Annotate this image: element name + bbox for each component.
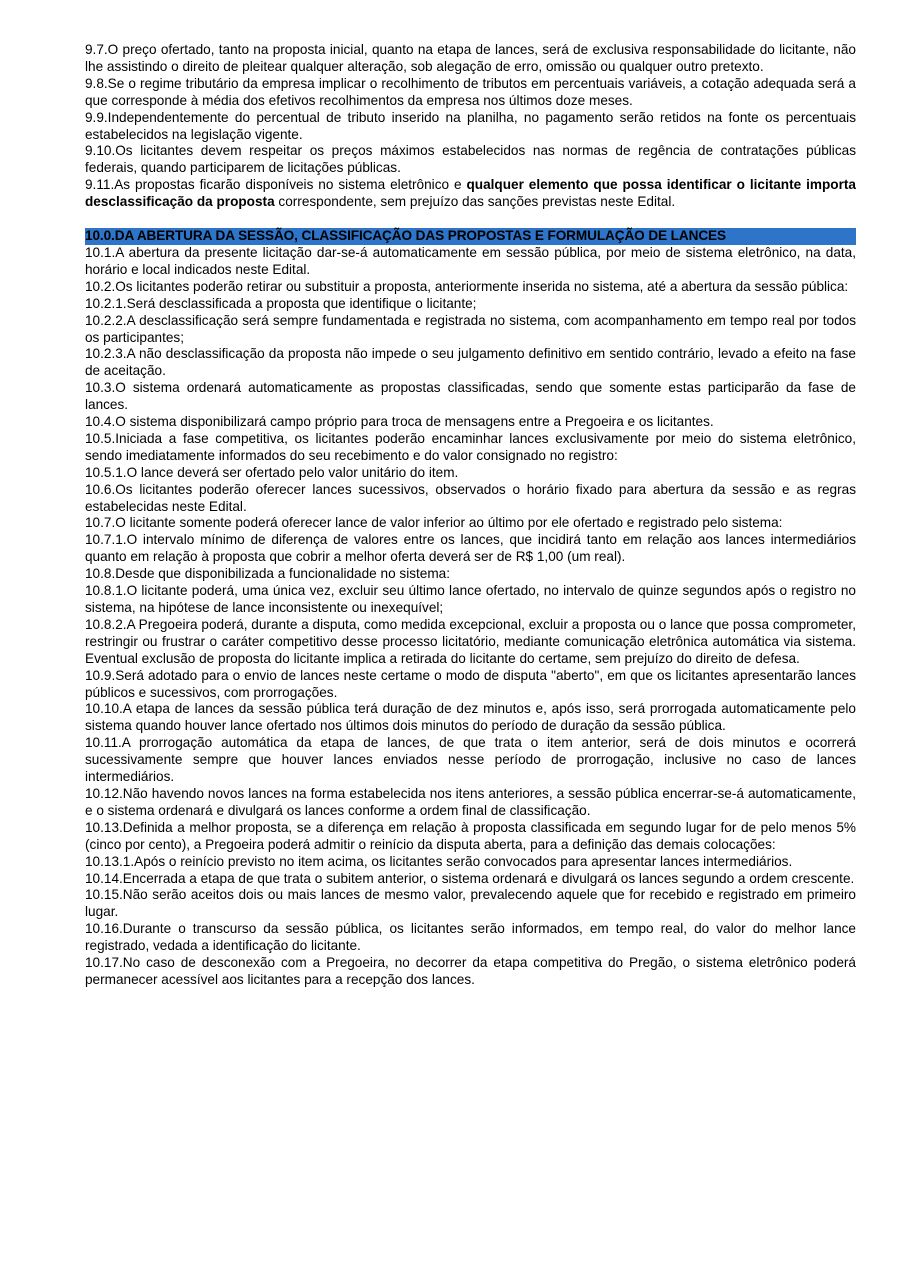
paragraph-10-7: 10.7.O licitante somente poderá oferecer lance de valor inferior ao último por ele ofertado e registrado pelo sistema: [85,515,783,531]
paragraph-10-13: 10.13.Definida a melhor proposta, se a diferença em relação à proposta classificada em segundo lugar for de pelo menos 5% (cinco por cento), a Pregoeira poderá admitir o reinício da disputa aberta, para a definição das demais colocações: [85,819,856,852]
paragraph-10-12: 10.12.Não havendo novos lances na forma estabelecida nos itens anteriores, a sessão pública encerrar-se-á automaticamente, e o sistema ordenará e divulgará os lances conforme a ordem final de classificação. [85,785,856,818]
paragraph-10-5: 10.5.Iniciada a fase competitiva, os licitantes poderão encaminhar lances exclusivamente por meio do sistema eletrônico, sendo imediatamente informados do seu recebimento e do valor consignado no registro: [85,430,856,463]
paragraph-10-10: 10.10.A etapa de lances da sessão pública terá duração de dez minutos e, após isso, será prorrogada automaticamente pelo sistema quando houver lance ofertado nos últimos dois minutos do período de duração da sessão pública. [85,701,856,734]
paragraph-10-2-3: 10.2.3.A não desclassificação da proposta não impede o seu julgamento definitivo em sentido contrário, levado a efeito na fase de aceitação. [85,346,856,379]
paragraph-10-11: 10.11.A prorrogação automática da etapa de lances, de que trata o item anterior, será de dois minutos e ocorrerá sucessivamente sempre que houver lances enviados nesse período de prorrogação, inclusive no caso de lances intermediários. [85,735,856,785]
section-spacer [85,211,856,228]
document-page [85,42,856,989]
paragraph-10-2-1: 10.2.1.Será desclassificada a proposta que identifique o licitante; [85,295,477,311]
paragraph-9-11-start: 9.11.As propostas ficarão disponíveis no sistema eletrônico e [85,177,467,193]
paragraph-9-10: 9.10.Os licitantes devem respeitar os preços máximos estabelecidos nas normas de regência de contratações públicas federais, quando participarem de licitações públicas. [85,143,856,176]
paragraph-9-7: 9.7.O preço ofertado, tanto na proposta inicial, quanto na etapa de lances, será de exclusiva responsabilidade do licitante, não lhe assistindo o direito de pleitear qualquer alteração, sob alegação de erro, omissão ou qualquer outro pretexto. [85,42,856,74]
paragraph-10-7-1: 10.7.1.O intervalo mínimo de diferença de valores entre os lances, que incidirá tanto em relação aos lances intermediários quanto em relação à proposta que cobrir a melhor oferta deverá ser de R$ 1,00 (um real). [85,532,856,565]
paragraph-9-8: 9.8.Se o regime tributário da empresa implicar o recolhimento de tributos em percentuais variáveis, a cotação adequada será a que corresponde à média dos efetivos recolhimentos da empresa nos últimos doze meses. [85,75,856,108]
paragraph-10-13-1: 10.13.1.Após o reinício previsto no item acima, os licitantes serão convocados para apresentar lances intermediários. [85,853,793,869]
paragraph-10-2-2: 10.2.2.A desclassificação será sempre fundamentada e registrada no sistema, com acompanhamento em tempo real por todos os participantes; [85,312,856,345]
paragraph-10-9: 10.9.Será adotado para o envio de lances neste certame o modo de disputa "aberto", em que os licitantes apresentarão lances públicos e sucessivos, com prorrogações. [85,667,856,700]
paragraph-10-15: 10.15.Não serão aceitos dois ou mais lances de mesmo valor, prevalecendo aquele que for recebido e registrado em primeiro lugar. [85,887,856,920]
paragraph-10-2: 10.2.Os licitantes poderão retirar ou substituir a proposta, anteriormente inserida no sistema, até a abertura da sessão pública: [85,278,849,294]
paragraph-10-16: 10.16.Durante o transcurso da sessão pública, os licitantes serão informados, em tempo real, do valor do melhor lance registrado, vedada a identificação do licitante. [85,921,856,954]
paragraph-9-11 [85,177,856,211]
paragraph-10-4: 10.4.O sistema disponibilizará campo próprio para troca de mensagens entre a Pregoeira e os licitantes. [85,414,714,430]
paragraph-10-5-1: 10.5.1.O lance deverá ser ofertado pelo valor unitário do item. [85,464,459,480]
paragraph-10-1: 10.1.A abertura da presente licitação dar-se-á automaticamente em sessão pública, por meio de sistema eletrônico, na data, horário e local indicados neste Edital. [85,244,856,277]
paragraph-9-11-end: correspondente, sem prejuízo das sanções previstas neste Edital. [274,194,676,210]
paragraph-9-11-emphasis: qualquer elemento que possa identificar o licitante importa desclassificação da proposta [85,177,856,210]
paragraph-9-9: 9.9.Independentemente do percentual de tributo inserido na planilha, no pagamento serão retidos na fonte os percentuais estabelecidos na legislação vigente. [85,109,856,142]
section-10-heading: 10.0.DA ABERTURA DA SESSÃO, CLASSIFICAÇÃO DAS PROPOSTAS E FORMULAÇÃO DE LANCES [85,228,856,245]
paragraph-10-8-1: 10.8.1.O licitante poderá, uma única vez, excluir seu último lance ofertado, no intervalo de quinze segundos após o registro no sistema, na hipótese de lance inconsistente ou inexequível; [85,583,856,615]
paragraph-10-3: 10.3.O sistema ordenará automaticamente as propostas classificadas, sendo que somente estas participarão da fase de lances. [85,380,856,413]
section-10-body [85,245,856,989]
paragraph-10-14: 10.14.Encerrada a etapa de que trata o subitem anterior, o sistema ordenará e divulgará os lances segundo a ordem crescente. [85,870,855,886]
paragraph-10-8-2: 10.8.2.A Pregoeira poderá, durante a disputa, como medida excepcional, excluir a proposta ou o lance que possa comprometer, restringir ou frustrar o caráter competitivo desse processo licitatório, mediante comunicação eletrônica automática via sistema. Eventual exclusão de proposta do licitante implica a retirada do licitante do certame, sem prejuízo do direito de defesa. [85,616,856,666]
paragraph-10-8: 10.8.Desde que disponibilizada a funcionalidade no sistema: [85,566,451,582]
paragraph-10-17: 10.17.No caso de desconexão com a Pregoeira, no decorrer da etapa competitiva do Pregão, o sistema eletrônico poderá permanecer acessível aos licitantes para a recepção dos lances. [85,955,856,987]
paragraph-10-6: 10.6.Os licitantes poderão oferecer lances sucessivos, observados o horário fixado para abertura da sessão e as regras estabelecidas neste Edital. [85,481,856,514]
